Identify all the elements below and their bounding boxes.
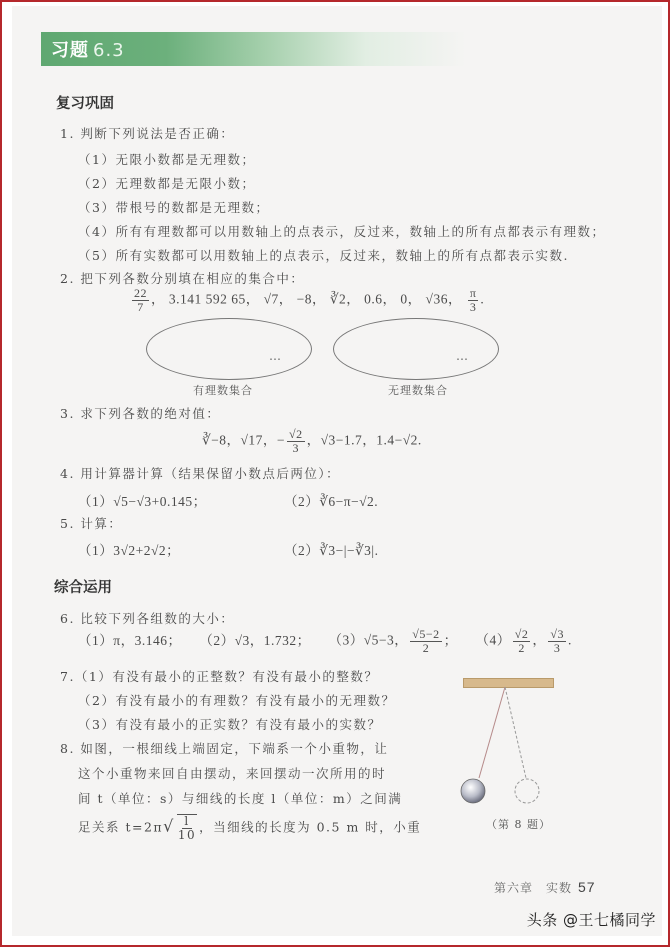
q3-expressions: ∛−8，√17，− $\frac{√2}{3}$ ，√3−1.7，1.4−√2. (202, 427, 422, 455)
q7-item-2: （2）有没有最小的有理数？有没有最小的无理数？ (78, 693, 396, 708)
q5-stem: 5. 计算： (60, 516, 123, 531)
chapter-label: 第六章 实数 (494, 881, 573, 895)
q6-stem: 6. 比较下列各组数的大小： (60, 611, 235, 626)
q8-line-1: 8. 如图，一根细线上端固定，下端系一个小重物，让 (60, 741, 389, 756)
q8-line-4: 足关系 t=2π√ $\frac{l}{10}$ ，当细线的长度为 0.5 m 时，小重 (78, 814, 422, 842)
exercise-header (41, 32, 541, 66)
fraction-sqrt5-minus-2-over-2: $\frac{√5-2}{2}$ (412, 627, 440, 655)
q8-line-2: 这个小重物来回自由摆动，来回摆动一次所用的时 (78, 766, 387, 781)
textbook-page (12, 6, 662, 936)
q1-item-1: （1）无限小数都是无理数； (78, 152, 256, 167)
watermark: 头条 @王七橘同学 (526, 911, 656, 929)
section-apply-title: 综合运用 (54, 580, 112, 596)
q2-stem: 2. 把下列各数分别填在相应的集合中： (60, 271, 305, 286)
q1-item-5: （5）所有实数都可以用数轴上的点表示，反过来，数轴上的所有点都表示实数. (78, 248, 569, 263)
page-footer (494, 879, 596, 896)
section-review-title: 复习巩固 (56, 96, 114, 112)
rational-set-label: 有理数集合 (193, 384, 253, 397)
q5-item-2: （2）∛3−|−∛3|. (284, 543, 379, 558)
q8-line-3: 间 t（单位：s）与细线的长度 l（单位：m）之间满 (78, 791, 403, 806)
fraction-pi-3: $\frac{\pi}{3}$ (469, 286, 477, 314)
fraction-l-10: $\frac{l}{10}$ (177, 814, 197, 842)
irrational-set-label: 无理数集合 (388, 384, 448, 397)
q2-number-list: $\frac{22}{7}$ ， 3.141 592 65， √7， −8， ∛2， 0.6， 0， √36， $\frac{\pi}{3}$ . (134, 286, 485, 314)
rational-set-ellipse: … (146, 318, 312, 380)
pendulum-icon (452, 666, 582, 841)
q4-item-1: （1）√5−√3+0.145； (78, 494, 207, 509)
q7-item-3: （3）有没有最小的正实数？有没有最小的实数？ (78, 717, 382, 732)
fraction-sqrt3-3: $\frac{√3}{3}$ (550, 627, 564, 655)
q1-item-3: （3）带根号的数都是无理数； (78, 200, 270, 215)
page-number: 57 (578, 879, 596, 895)
q1-stem: 1. 判断下列说法是否正确： (60, 126, 235, 141)
fraction-sqrt2-2: $\frac{√2}{2}$ (514, 627, 529, 655)
exercise-title: 习题 6.3 (51, 40, 125, 61)
fraction-22-7: $\frac{22}{7}$ (134, 286, 147, 314)
q6-items: （1）π，3.146； （2）√3，1.732； （3）√5−3， $\frac{√5-2}{2}$ ； （4） $\frac{√2}{2}$ ， $\frac{√3}{3}$ . (78, 627, 572, 655)
pendulum-figure (452, 666, 582, 841)
q1-item-2: （2）无理数都是无限小数； (78, 176, 256, 191)
q7-item-1: 7.（1）有没有最小的正整数？有没有最小的整数？ (60, 669, 379, 684)
q1-item-4: （4）所有有理数都可以用数轴上的点表示，反过来，数轴上的所有点都表示有理数； (78, 224, 606, 239)
q4-item-2: （2）∛6−π−√2. (284, 494, 379, 509)
q4-stem: 4. 用计算器计算（结果保留小数点后两位）： (60, 466, 341, 481)
q5-item-1: （1）3√2+2√2； (78, 543, 181, 558)
figure-caption: （第 8 题） (486, 818, 551, 831)
irrational-set-ellipse: … (333, 318, 499, 380)
fraction-sqrt2-3: $\frac{√2}{3}$ (289, 427, 303, 455)
q3-stem: 3. 求下列各数的绝对值： (60, 406, 221, 421)
